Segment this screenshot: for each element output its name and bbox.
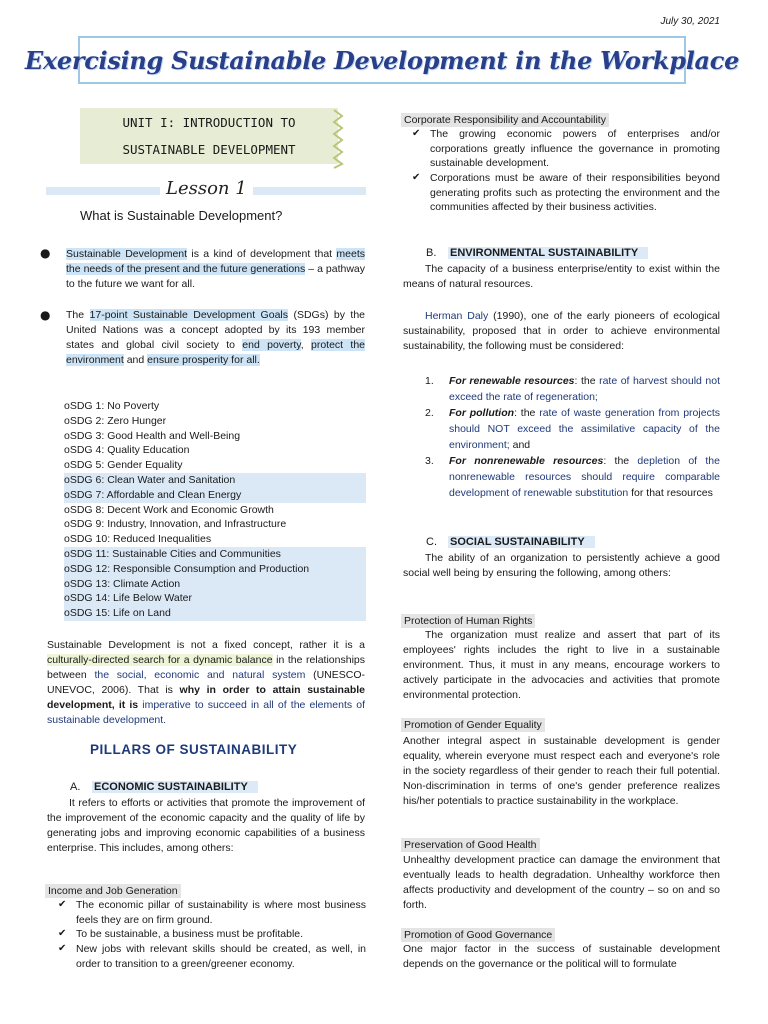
social-block-text: Unhealthy development practice can damage the environment that eventually leads to health degradation. Unhealthy workforce then affects productivity and development of the country – so on and so forth. [403, 854, 720, 911]
sdg-item [64, 547, 366, 562]
section-letter: B. [426, 247, 437, 259]
check-icon: ✔ [412, 128, 421, 139]
sdg-label: SDG 13: Climate Action [69, 577, 181, 590]
text-run: is not a fixed concept, rather it is a [170, 639, 365, 651]
sdg-item [64, 429, 366, 444]
sdg-label: SDG 9: Industry, Innovation, and Infrastructure [69, 518, 287, 531]
circle-bullet-icon: o [64, 562, 70, 575]
circle-bullet-icon: o [64, 518, 70, 531]
circle-bullet-icon: o [64, 400, 70, 412]
item-requirement: rate of waste generation from projects should NOT exceed the assimilative capacity of the environment; [449, 407, 720, 451]
checklist-item [58, 927, 366, 942]
unit-box [80, 108, 338, 164]
section-label: SOCIAL SUSTAINABILITY [448, 536, 595, 548]
item-number: 3. [425, 455, 434, 467]
numbered-item [425, 405, 720, 453]
circle-bullet-icon: o [64, 488, 70, 501]
lesson-question: What is Sustainable Development? [80, 208, 283, 223]
text-run: (UNESCO-UNEVOC, 2006). That is [47, 669, 366, 696]
sdg-item [64, 606, 366, 621]
sdg-label: SDG 11: Sustainable Cities and Communities [69, 548, 281, 560]
text-run: and [509, 439, 531, 451]
sd-paragraph [47, 638, 365, 728]
section-letter: C. [426, 536, 437, 548]
bullet-sustainable-development [66, 247, 365, 292]
bullet-dot: ● [40, 246, 51, 260]
text-run: in the relationships between [47, 654, 365, 681]
bullet-sdgs [66, 308, 365, 368]
text-run: – a pathway to the future we want for all. [66, 263, 365, 290]
section-letter: A. [70, 781, 81, 793]
corporate-subheading: Corporate Responsibility and Accountability [401, 113, 609, 127]
imperative-text: imperative to succeed in all of the elements of sustainable development. [47, 699, 365, 726]
sdg-term-highlight: 17-point Sustainable Development Goals [89, 309, 288, 321]
social-subheading: Preservation of Good Health [401, 838, 540, 852]
environmental-heading [426, 245, 648, 262]
social-block-text: Another integral aspect in sustainable development is gender equality, wherein everyone must respect each and everyone's role in the society regardless of their gender to reach their full potential. Non-discrimination in terms of one's gender preference realizes his/her potentials to practice sustainability in the workplace. [403, 735, 720, 807]
document-date: July 30, 2021 [660, 16, 720, 27]
checklist-item [58, 942, 366, 971]
text-run: (SDGs) by the United Nations was a concept adopted by its 193 member states and global civil society to [66, 309, 366, 351]
circle-bullet-icon: o [64, 444, 70, 457]
pillars-heading: PILLARS OF SUSTAINABILITY [90, 742, 298, 757]
income-subheading: Income and Job Generation [45, 884, 181, 898]
circle-bullet-icon: o [64, 414, 70, 427]
check-icon: ✔ [412, 172, 421, 183]
text-run: : the [514, 407, 540, 419]
text-run: for that resources [628, 487, 713, 499]
check-text: New jobs with relevant skills should be created, as well, in order to transition to a green/greener economy. [76, 943, 366, 970]
check-icon: ✔ [58, 943, 67, 954]
sdg-item [64, 503, 366, 518]
check-icon: ✔ [58, 899, 67, 910]
sdg-label: SDG 8: Decent Work and Economic Growth [69, 503, 274, 516]
section-label: ENVIRONMENTAL SUSTAINABILITY [448, 247, 648, 259]
goal-prosperity: ensure prosperity for all. [147, 354, 260, 366]
text-run: and [123, 354, 148, 366]
check-text: Corporations must be aware of their responsibilities beyond generating profits such as protecting the environment and the communities affected by their business activities. [430, 172, 720, 213]
checklist-item [58, 898, 366, 927]
document-title: Exercising Sustainable Development in the Workplace [24, 45, 740, 75]
goal-protect-environment: protect the environment [66, 339, 365, 366]
goal-end-poverty: end poverty [242, 339, 301, 351]
sdg-item [64, 562, 366, 577]
sdg-label: SDG 1: No Poverty [69, 400, 160, 412]
text-run: : the [574, 375, 600, 387]
definition-highlight: meets the needs of the present and the future generations [66, 248, 365, 275]
item-number: 1. [425, 375, 434, 387]
title-banner [24, 36, 740, 84]
circle-bullet-icon: o [64, 459, 70, 472]
sdg-label: SDG 2: Zero Hunger [69, 414, 167, 427]
item-requirement: rate of harvest should not exceed the rate of regeneration; [449, 375, 720, 403]
item-requirement: depletion of the nonrenewable resources should require comparable development of renewable substitution [449, 455, 720, 499]
social-description: The ability of an organization to persistently achieve a good social well being by ensuring the following, among others: [403, 552, 720, 579]
sdg-item [64, 532, 366, 547]
text-run: : the [603, 455, 638, 467]
circle-bullet-icon: o [64, 607, 70, 620]
economic-heading [70, 779, 258, 796]
sdg-item [64, 399, 366, 414]
check-icon: ✔ [58, 928, 67, 939]
bold-text: why in order to attain sustainable development, it is [47, 684, 365, 711]
item-lead: For pollution [449, 407, 515, 419]
sdg-label: SDG 12: Responsible Consumption and Production [69, 562, 310, 575]
checklist-item [412, 171, 720, 215]
balance-highlight: culturally-directed search for a dynamic balance [47, 654, 273, 666]
sdg-label: SDG 15: Life on Land [69, 607, 171, 620]
sdg-label: SDG 3: Good Health and Well-Being [69, 429, 241, 442]
daly-name: Herman Daly [425, 310, 489, 322]
bullet-dot: ● [40, 308, 51, 322]
check-text: The economic pillar of sustainability is where most business feels they are on firm ground. [76, 899, 366, 926]
environmental-description: The capacity of a business enterprise/entity to exist within the means of natural resources. [403, 263, 720, 290]
sdg-label: SDG 4: Quality Education [69, 444, 190, 457]
social-heading [426, 534, 595, 551]
checklist-item [412, 127, 720, 171]
social-subheading: Protection of Human Rights [401, 614, 535, 628]
item-lead: For renewable resources [449, 375, 575, 387]
sdg-label: SDG 7: Affordable and Clean Energy [69, 488, 242, 501]
circle-bullet-icon: o [64, 548, 70, 560]
circle-bullet-icon: o [64, 592, 70, 605]
sdg-label: SDG 14: Life Below Water [69, 592, 193, 605]
text-run: (1990), one of the early pioneers of ecological sustainability, proposed that in order to achieve environmental sustainability, the following must be considered: [403, 310, 720, 352]
lesson-label: Lesson 1 [160, 178, 253, 199]
daly-paragraph [403, 309, 720, 354]
circle-bullet-icon: o [64, 503, 70, 516]
economic-description: It refers to efforts or activities that promote the improvement of the improvement of the economic capacity and the quality of life by generating jobs and improving economic capabilities of a business enterprise. This includes, among others: [47, 797, 365, 854]
systems-text: the social, economic and natural system [94, 669, 306, 681]
sdg-item [64, 577, 366, 592]
zigzag-decoration [332, 108, 344, 170]
social-block-text: One major factor in the success of sustainable development depends on the governance or the political will to formulate [403, 943, 720, 970]
text-run: The [66, 309, 90, 321]
sdg-label: SDG 6: Clean Water and Sanitation [69, 474, 236, 486]
circle-bullet-icon: o [64, 533, 70, 546]
check-text: The growing economic powers of enterprises and/or corporations greatly influence the governance in promoting sustainable development. [430, 128, 720, 169]
sdg-label: SDG 5: Gender Equality [69, 459, 183, 472]
term-highlight: Sustainable Development [66, 248, 188, 260]
section-label: ECONOMIC SUSTAINABILITY [92, 781, 258, 793]
circle-bullet-icon: o [64, 474, 70, 486]
unit-title: UNIT I: INTRODUCTION TO SUSTAINABLE DEVELOPMENT [122, 115, 296, 157]
numbered-item [425, 453, 720, 501]
sdg-item [64, 488, 366, 503]
social-block-text: The organization must realize and assert that part of its employees' rights includes the right to live in a sustainable environment. Thus, it must in any means, encourage workers to actively participate in the advocacies and activities that promote environmental protection. [403, 629, 720, 701]
item-lead: For nonrenewable resources [449, 455, 604, 467]
circle-bullet-icon: o [64, 429, 70, 442]
numbered-item [425, 373, 720, 405]
item-number: 2. [425, 407, 434, 419]
sdg-label: SDG 10: Reduced Inequalities [69, 533, 212, 546]
text-run: is a kind of development that [187, 248, 337, 260]
social-subheading: Promotion of Gender Equality [401, 718, 545, 732]
sdg-item [64, 473, 366, 488]
sdg-item [64, 458, 366, 473]
text-run: , [300, 339, 311, 351]
check-text: To be sustainable, a business must be profitable. [76, 928, 304, 940]
sdg-item [64, 414, 366, 429]
sdg-item [64, 591, 366, 606]
sdg-item [64, 443, 366, 458]
social-subheading: Promotion of Good Governance [401, 928, 555, 942]
text-run: Sustainable Development [47, 639, 171, 651]
circle-bullet-icon: o [64, 577, 70, 590]
sdg-item [64, 517, 366, 532]
